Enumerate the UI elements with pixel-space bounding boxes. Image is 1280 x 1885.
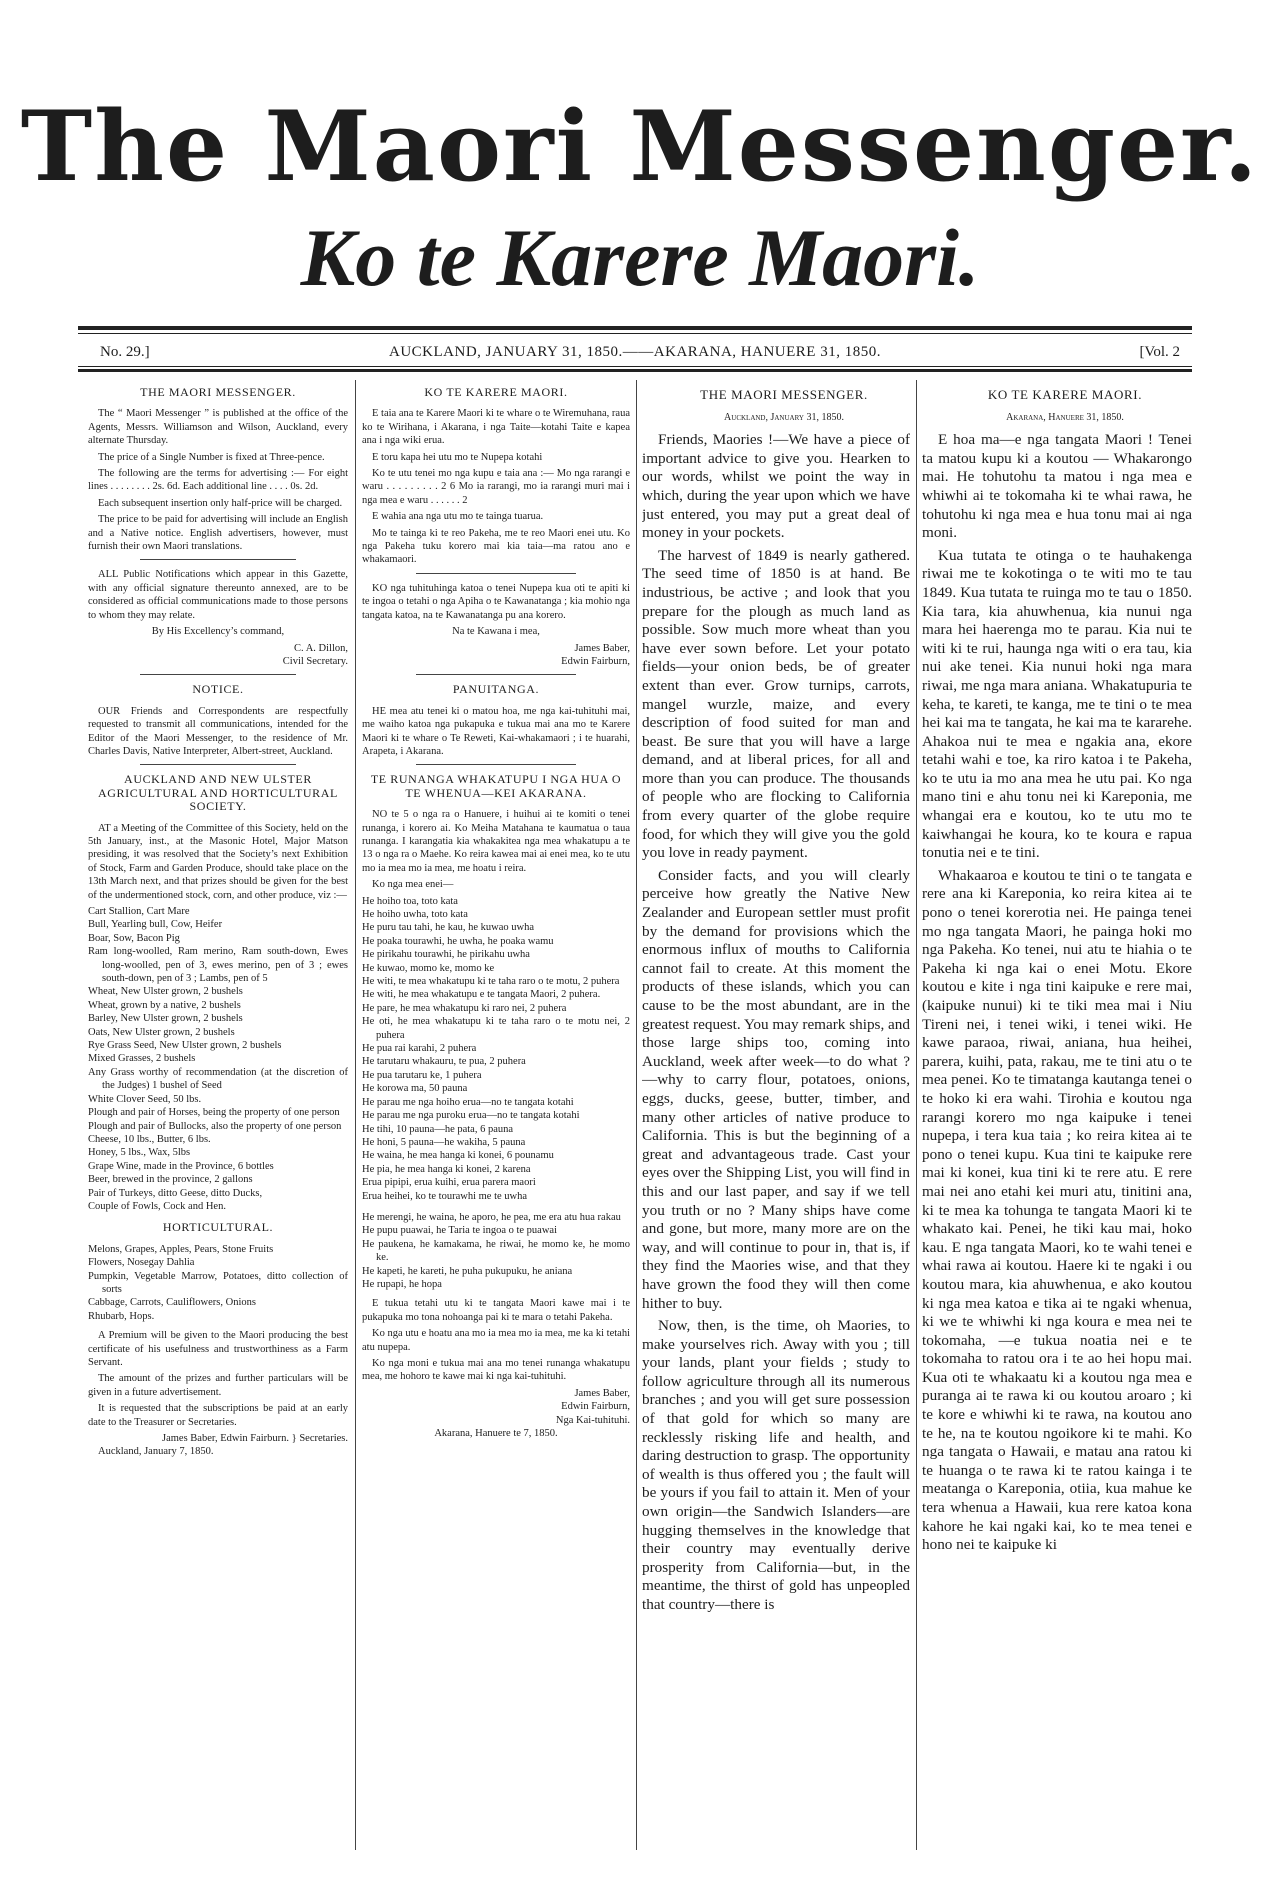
list-item: Cabbage, Carrots, Cauliflowers, Onions [88, 1297, 256, 1309]
horticultural-heading: HORTICULTURAL. [162, 1220, 274, 1235]
list-item: He parau me nga hoiho erua—no te tangata kotahi [362, 1096, 574, 1108]
list-item: He parau me nga puroku erua—no te tangata kotahi [362, 1110, 580, 1122]
list-item: Any Grass worthy of recommendation (at the discretion of the Judges) 1 bushel of Seed [88, 1066, 348, 1092]
signature: Civil Secretary. [282, 655, 348, 667]
list-item: Plough and pair of Bullocks, also the property of one person [88, 1120, 342, 1132]
col2-paragraph: E tukua tetahi utu ki te tangata Maori kawe mai i te pukapuka mo tona nohoanga pai ki te mara o tetahi Pakeha. [362, 1298, 630, 1323]
col1-paragraph: It is requested that the subscriptions be paid at an early date to the Treasurer or Secretaries. [88, 1403, 348, 1428]
col4-paragraph: Whakaaroa e koutou te tini o te tangata e rere ana ki Kareponia, ko reira kitea ai te pono o tenei korerotia nei. He painga tenei mo nga tangata Maori, he painga hoki mo nga Pakeha. Ko tenei, nui atu te hiahia o te Pakeha ki nga kai o enei Motu. Ekore koutou e kite i nga tini kaipuke e rere mai, (kaipuke nunui) ki te tiki mea mai i Niu Tireni nei, i tenei wiki, i tenei wiki. He kawe paraoa, riwai, aniana, hua heihei, parera, kuihi, pata, rakau, me te tini atu o te mea penei. Ko te timatanga kautanga tenei o te hoko ki era wahi. Tirohia e koutou nga rarangi korero mo nga kaipuke i tenei nupepa, i tera kua taia ; ko reira kitea ai te pono o tenei kupu. Kua tini te kaipuke rere mai ki konei, kua tini ki te rere atu. E rere mai nei ano etahi kei muri atu, tinitini ana, ki te mea ka tohunga te tangata Maori ki te whakato kai. Penei, he tiki kau mai, hoko kau. E nga tangata Maori, ko te wahi tenei e whai rawa ai koutou. Haere ki te ngaki i ou koutou mara, kia ahuwhenua, e ako koutou ki nga mea katoa e tika ai te ngaki whenua, ki we te whiwhi ki nga koura e mea nei te tokomaha, —e tukua noatia nei e te tokomaha to ratou ora i te ao hei hopu mai. Kua oti te whakaatu ki a koutou nga mea e puranga ai te rawa ki ou koutou aroaro ; ki te kore e whiwhi ki te rawa, na koutou ano te he, na te koutou ngoikore ki te mahi. Ko nga tangata o Hawaii, e matau ana ratou ki te huanga o te rawa ki te ratou kainga i te meatanga o Kareponia, otiia, kua mahue ke tera whenua a Hawaii, kua rere katoa kona kahore he kai ngaki kai, ko te mea tenei e hono nei te kaipuke ki [922, 866, 1192, 1554]
list-item: Boar, Sow, Bacon Pig [88, 932, 180, 944]
col1-paragraph: Each subsequent insertion only half-price will be charged. [98, 497, 343, 509]
column-divider-3 [916, 380, 917, 1850]
list-item: He oti, he mea whakatupu ki te taha raro o te motu nei, 2 puhera [362, 1016, 630, 1041]
list-item: He merengi, he waina, he aporo, he pea, me era atu hua rakau [362, 1211, 621, 1223]
list-item: White Clover Seed, 50 lbs. [88, 1093, 202, 1105]
divider [140, 764, 296, 765]
volume-number: [Vol. 2 [1139, 344, 1180, 360]
list-item: He pua rai karahi, 2 puhera [362, 1043, 477, 1055]
list-item: He rupapi, he hopa [362, 1278, 442, 1290]
list-item: He puru tau tahi, he kau, he kuwao uwha [362, 922, 535, 934]
list-item: He pirikahu tourawhi, he pirikahu uwha [362, 949, 530, 961]
signature: C. A. Dillon, [294, 642, 348, 654]
panui-heading: PANUITANGA. [452, 682, 540, 697]
list-item: Beer, brewed in the province, 2 gallons [88, 1174, 253, 1186]
issue-number: No. 29.] [100, 344, 150, 360]
col4-paragraph: E hoa ma—e nga tangata Maori ! Tenei ta matou kupu ki a koutou — Whakarongo mai. He tohutohu ta matou i nga mea e whiwhi ai te tokomaha ki te whai rawa, he tohutohu ki nga mea e hua tonu mai ai nga moni. [922, 431, 1192, 542]
list-item: He kapeti, he kareti, he puha pukupuku, he aniana [362, 1265, 573, 1277]
date-line: Akarana, Hanuere te 7, 1850. [434, 1428, 558, 1440]
list-item: He pia, he mea hanga ki konei, 2 karena [362, 1163, 531, 1175]
society-heading: AUCKLAND AND NEW ULSTER AGRICULTURAL AND HORTICULTURAL SOCIETY. [98, 772, 338, 814]
list-item: Wheat, New Ulster grown, 2 bushels [88, 986, 243, 998]
list-item: Flowers, Nosegay Dahlia [88, 1257, 195, 1269]
list-item: He tarutaru whakauru, te pua, 2 puhera [362, 1056, 526, 1068]
list-item: Ram long-woolled, Ram merino, Ram south-down, Ewes long-woolled, pen of 3, ewes merino, pen of 3 ; ewes south-down, pen of 3 ; Lambs, pen of 5 [88, 946, 348, 985]
dateline-rule-thick [78, 369, 1192, 372]
list-item: Mixed Grasses, 2 bushels [88, 1053, 196, 1065]
col1-paragraph: ALL Public Notifications which appear in this Gazette, with any official signature thereunto annexed, are to be considered as official communications made to those persons to whom they may relate. [88, 569, 348, 621]
divider [416, 674, 577, 675]
list-item: Barley, New Ulster grown, 2 bushels [88, 1013, 243, 1025]
signature: James Baber, Edwin Fairburn. } Secretaries. [162, 1433, 348, 1445]
list-item: Cheese, 10 lbs., Butter, 6 lbs. [88, 1133, 211, 1145]
list-item: Wheat, grown by a native, 2 bushels [88, 999, 241, 1011]
column-divider-2 [636, 380, 637, 1850]
horticultural-list [88, 1243, 348, 1323]
col4-paragraph: Kua tutata te otinga o te hauhakenga riwai me te kokotinga o te witi mo te tau 1849. Kua tutata te ruinga mo te tau o 1850. Kia tara, kia ahuwhenua, kia nunui nga mara hei haerenga mo te parau. Kia nui te witi ki te rui, haunga nga witi o era tau, kia nui ake tenei. Kia nunui hoki nga mara riwai, me nga mara aniana. Whakatupuria te keha, te kareti, te kanga, me te tini o te mea hei kai ma te tangata, he kai ma te kararehe. Ahakoa nui te mea e ngakia ana, ekore tetahi wahi e toe, ka riro katoa i te Pakeha, ko te utu ia mo ana mea he utu pai. Ko nga mano tini e ahu tonu nei ki Kareponia, me whangai era e koutou, ko te utu mo te kaiwhangai he koura, ko te koura e rapua tonutia nei e te tini. [922, 546, 1192, 862]
list-item: Grape Wine, made in the Province, 6 bottles [88, 1160, 274, 1172]
runanga-heading: TE RUNANGA WHAKATUPU I NGA HUA O TE WHENUA—KEI AKARANA. [370, 772, 622, 800]
list-item: Erua heihei, ko te tourawhi me te uwha [362, 1190, 528, 1202]
runanga-list-2 [362, 1211, 630, 1291]
list-item: He hoiho uwha, toto kata [362, 909, 468, 920]
list-item: Bull, Yearling bull, Cow, Heifer [88, 919, 223, 931]
col3-paragraph: Friends, Maories !—We have a piece of important advice to give you. Hearken to our words, whilst we point the way in which, during the year upon which we have just entered, you may put a great deal of money in your pockets. [642, 431, 910, 542]
col1-paragraph: The price to be paid for advertising will include an English and a Native notice. English advertisers, however, must furnish their own Maori translations. [88, 514, 348, 553]
signature: James Baber, [574, 642, 630, 654]
list-item: He pua tarutaru ke, 1 puhera [362, 1069, 482, 1081]
signature: Nga Kai-tuhituhi. [555, 1414, 630, 1426]
col2-paragraph: Ko nga moni e tukua mai ana mo tenei runanga whakatupu mea, me hohoro te kawe mai ki nga kai-tuhituhi. [362, 1358, 630, 1383]
masthead-rule-thin [78, 333, 1192, 334]
col4-subheading: Akarana, Hanuere 31, 1850. [1006, 411, 1124, 423]
masthead-rule-thick [78, 326, 1192, 330]
col1-paragraph: The “ Maori Messenger ” is published at the office of the Agents, Messrs. Williamson and Wilson, Auckland, every alternate Thursday. [88, 408, 348, 447]
col2-paragraph: Na te Kawana i mea, [452, 626, 540, 638]
masthead-title-maori: Ko te Karere Maori. [300, 212, 980, 303]
col1-heading: THE MAORI MESSENGER. [140, 385, 296, 399]
col1-paragraph: By His Excellency’s command, [151, 626, 285, 638]
runanga-list [362, 895, 630, 1203]
col1-paragraph: The price of a Single Number is fixed at Three-pence. [98, 451, 325, 463]
divider [416, 764, 577, 765]
col2-paragraph: E taia ana te Karere Maori ki te whare o te Wiremuhana, raua ko te Wirihana, i Akarana, i nga Taite—kotahi Taite e kapea ana i nga wiki erua. [362, 408, 630, 447]
list-item: He korowa ma, 50 pauna [362, 1083, 468, 1095]
list-item: He waina, he mea hanga ki konei, 6 pounamu [362, 1150, 554, 1162]
list-item: He honi, 5 pauna—he wakiha, 5 pauna [362, 1136, 526, 1148]
list-item: Honey, 5 lbs., Wax, 5lbs [88, 1147, 191, 1159]
column-divider-1 [355, 380, 356, 1850]
divider [140, 559, 296, 560]
notice-text: OUR Friends and Correspondents are respectfully requested to transmit all communications, intended for the Editor of the Maori Messenger, to the residence of Mr. Charles Davis, Native Interpreter, Albert-street, Auckland. [88, 705, 348, 757]
col2-paragraph: E toru kapa hei utu mo te Nupepa kotahi [372, 451, 543, 463]
signature: Edwin Fairburn, [561, 655, 630, 667]
col2-paragraph: E wahia ana nga utu mo te tainga tuarua. [372, 511, 544, 523]
column-2 [362, 384, 630, 1874]
col3-subheading: Auckland, January 31, 1850. [724, 411, 844, 423]
list-item: He witi, te mea whakatupu ki te taha raro o te motu, 2 puhera [362, 976, 620, 988]
col3-paragraph: The harvest of 1849 is nearly gathered. The seed time of 1850 is at hand. Be industrious, be active ; and look that you prepare for the plough as much land as possible. Sow much more wheat than you have ever sown before. Let your potato fields—your onion beds, be of greater extent than ever. Grow turnips, carrots, mangel wurzle, maize, and every description of food suited for man and beast. Be sure that you will have a large demand, and at liberal prices, for all and more than you can produce. The thousands of people who are flocking to California from every quarter of the globe require food, for which they will give you the gold you love in ready payment. [642, 546, 910, 862]
column-4 [922, 384, 1192, 1854]
col2-paragraph: Ko nga utu e hoatu ana mo ia mea mo ia mea, me ka ki tetahi atu nupepa. [362, 1328, 630, 1353]
column-1 [88, 384, 348, 1874]
list-item: Plough and pair of Horses, being the property of one person [88, 1107, 340, 1119]
masthead-title-english: The Maori Messenger. [20, 90, 1260, 203]
signature: James Baber, [574, 1387, 630, 1399]
list-item: Rye Grass Seed, New Ulster grown, 2 bushels [88, 1040, 282, 1052]
list-item: He paukena, he kamakama, he riwai, he momo ke, he momo ke. [362, 1238, 630, 1264]
runanga-text: NO te 5 o nga ra o Hanuere, i huihui ai te komiti o tenei runanga, i korero ai. Ko Meiha Matahana te kaumatua o taua runanga. I karangatia kia whakakitea nga mea whakatupu a te 13 o nga ra o Maehe. Ko reira kawea mai ai enei mea, ko te utu mo ia mea mo ia mea, me hoatu i reira. [362, 809, 630, 874]
col2-paragraph: Mo te tainga ki te reo Pakeha, me te reo Maori enei utu. Ko nga Pakeha tuku korero mai kia taia—ma ratou ano e whakamaori. [362, 527, 630, 566]
list-item: He poaka tourawhi, he uwha, he poaka wamu [362, 935, 554, 947]
col3-paragraph: Now, then, is the time, oh Maories, to make yourselves rich. Away with you ; till your lands, plant your fields ; study to follow agriculture through all its numerous branches ; and you will get sure possession of that gold for which so many are recklessly risking life and health, and daring destruction to grasp. The opportunity of wealth is thus offered you ; the fault will be yours if you fail to attain it. Men of your own origin—the Sandwich Islanders—are hugging themselves in the knowledge that their country may eventually derive prosperity from California—but, in the meantime, the thirst of gold has unpeopled that country—there is [642, 1317, 910, 1613]
list-item: Couple of Fowls, Cock and Hen. [88, 1200, 226, 1212]
date-line: Auckland, January 7, 1850. [98, 1446, 214, 1458]
list-item: He witi, he mea whakatupu e te tangata Maori, 2 puhera. [362, 989, 601, 1001]
col1-paragraph: The amount of the prizes and further particulars will be given in a future advertisement. [88, 1373, 348, 1398]
list-item: Rhubarb, Hops. [88, 1310, 155, 1322]
col1-paragraph: A Premium will be given to the Maori producing the best certificate of his usefulness and trustworthiness as a Farm Servant. [88, 1330, 348, 1368]
col3-paragraph: Consider facts, and you will clearly perceive how greatly the Native New Zealander and European settler must profit by the demand for provisions which the enormous influx of mouths to California cannot fail to create. At this moment the products of these islands, which you can cause to be the most abundant, are in the greatest request. You may remark ships, and those large ships too, coming into Auckland, week after week—to do what ?—why to carry flour, potatoes, onions, eggs, ducks, geese, butter, timber, and many other articles of native produce to California. This is but the beginning of a great and advantageous trade. Cast your eyes over the Shipping List, you will find in this and our last paper, and say if we tell you truth or no ? Many ships have come and gone, but more, many more are on the way, and will continue to pour in, that is, if they find the Maories wise, and that they have grown the food they will then come hither to buy. [642, 866, 910, 1312]
column-3 [642, 384, 910, 1854]
divider [140, 674, 296, 675]
list-item: He kuwao, momo ke, momo ke [362, 962, 495, 974]
list-item: Erua pipipi, erua kuihi, erua parera maori [362, 1177, 536, 1189]
stock-list [88, 905, 348, 1213]
list-item: He hoiho toa, toto kata [362, 895, 458, 907]
col2-heading: KO TE KARERE MAORI. [424, 385, 568, 399]
list-item: Pumpkin, Vegetable Marrow, Potatoes, ditto collection of sorts [88, 1270, 348, 1295]
society-text: AT a Meeting of the Committee of this Society, held on the 5th January, inst., at the Masonic Hotel, Major Matson presiding, it was resolved that the Society’s next Exhibition of Stock, Farm and Garden Produce, should take place on the 13th March next, and that prizes should be given for the best of the undermentioned stock, corn, and other produce, viz :— [88, 822, 348, 901]
col2-paragraph: KO nga tuhituhinga katoa o tenei Nupepa kua oti te apiti ki te ingoa o tetahi o nga Apiha o te Kawanatanga ; kia mohio nga tangata katoa, na te Kawanatanga pu ana korero. [362, 582, 630, 621]
dateline [78, 342, 1192, 366]
issue-date: AUCKLAND, JANUARY 31, 1850.——AKARANA, HANUERE 31, 1850. [389, 344, 881, 360]
divider [416, 573, 577, 574]
runanga-text: Ko nga mea enei— [372, 879, 454, 891]
list-item: Cart Stallion, Cart Mare [88, 906, 190, 917]
dateline-rule-thin [78, 366, 1192, 367]
col4-heading: KO TE KARERE MAORI. [987, 387, 1143, 402]
signature: Edwin Fairburn, [561, 1401, 630, 1413]
panui-text: HE mea atu tenei ki o matou hoa, me nga kai-tuhituhi mai, me waiho katoa nga pukapuka e tukua mai ana mo te Karere Maori ki te whare o Te Reweti, Kai-whakamaori ; i te huarahi, Arapeta, i Akarana. [362, 705, 630, 757]
col1-paragraph: The following are the terms for advertising :— For eight lines . . . . . . . . 2s. 6d. Each additional line . . . . 0s. 2d. [88, 468, 348, 493]
list-item: He tihi, 10 pauna—he pata, 6 pauna [362, 1123, 514, 1135]
notice-heading: NOTICE. [192, 682, 244, 697]
list-item: Pair of Turkeys, ditto Geese, ditto Ducks, [88, 1187, 263, 1199]
list-item: He pupu puawai, he Taria te ingoa o te puawai [362, 1225, 558, 1237]
col3-heading: THE MAORI MESSENGER. [700, 387, 868, 402]
col2-paragraph: Ko te utu tenei mo nga kupu e taia ana :— Mo nga rarangi e waru . . . . . . . . . 2 6 Mo ia rarangi, mo ia rarangi muri mai i nga mea e waru . . . . . . 2 [362, 468, 630, 506]
list-item: He pare, he mea whakatupu ki raro nei, 2 puhera [362, 1002, 567, 1014]
list-item: Oats, New Ulster grown, 2 bushels [88, 1026, 235, 1038]
list-item: Melons, Grapes, Apples, Pears, Stone Fruits [88, 1243, 274, 1255]
